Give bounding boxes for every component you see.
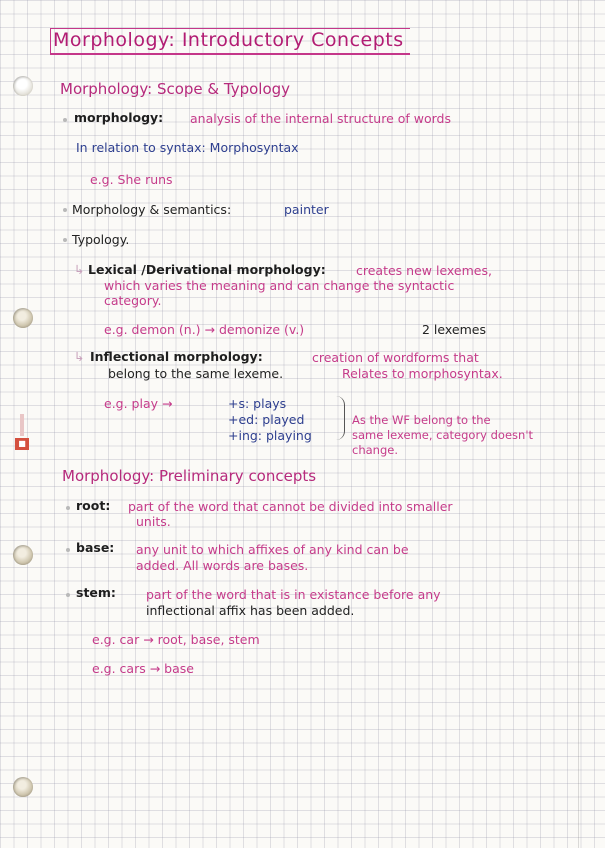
definition-inflectional-2: belong to the same lexeme. (108, 366, 284, 381)
binder-hole (13, 308, 33, 328)
definition-root-2: units. (136, 514, 171, 529)
relates-to-morphosyntax: Relates to morphosyntax. (342, 366, 503, 381)
bullet-dot (66, 548, 70, 552)
term-root: root: (76, 498, 111, 513)
definition-stem-1: part of the word that is in existance before any (146, 587, 441, 602)
term-stem: stem: (76, 585, 116, 600)
bullet-dot (63, 238, 67, 242)
definition-base-1: any unit to which affixes of any kind can be (136, 542, 409, 557)
morphology-semantics: Morphology & semantics: (72, 202, 232, 217)
bullet-dot (66, 593, 70, 597)
typology-label: Typology. (72, 232, 130, 247)
term-inflectional-morphology: Inflectional morphology: (90, 349, 263, 364)
definition-morphology: analysis of the internal structure of words (190, 111, 451, 126)
note-inflectional-1: As the WF belong to the (352, 413, 491, 427)
term-base: base: (76, 540, 115, 555)
definition-inflectional-1: creation of wordforms that (312, 350, 479, 365)
section-heading-scope-typology: Morphology: Scope & Typology (60, 80, 291, 98)
example-cars: e.g. cars → base (92, 661, 194, 676)
arrow-bullet: ↳ (74, 349, 85, 364)
binder-hole (13, 545, 33, 565)
form-playing: +ing: playing (228, 428, 312, 443)
bullet-dot (63, 118, 67, 122)
form-plays: +s: plays (228, 396, 287, 411)
definition-lexical-2: which varies the meaning and can change the syntactic (104, 278, 455, 293)
bullet-dot (66, 506, 70, 510)
note-inflectional-2: same lexeme, category doesn't (352, 428, 533, 442)
page-fold-line (578, 0, 579, 848)
note-inflectional-3: change. (352, 443, 398, 457)
section-heading-preliminary-concepts: Morphology: Preliminary concepts (62, 467, 317, 485)
definition-root-1: part of the word that cannot be divided into smaller (128, 499, 453, 514)
term-lexical-morphology: Lexical /Derivational morphology: (88, 262, 326, 277)
example-painter: painter (284, 202, 329, 217)
definition-lexical-1: creates new lexemes, (356, 263, 492, 278)
binder-hole (13, 76, 33, 96)
example-note-two-lexemes: 2 lexemes (422, 322, 486, 337)
definition-lexical-3: category. (104, 293, 162, 308)
example-syntax: e.g. She runs (90, 172, 173, 187)
example-demon-demonize: e.g. demon (n.) → demonize (v.) (104, 322, 305, 337)
form-played: +ed: played (228, 412, 305, 427)
page-title: Morphology: Introductory Concepts (50, 28, 410, 55)
definition-stem-2: inflectional affix has been added. (146, 603, 355, 618)
syntax-relation: In relation to syntax: Morphosyntax (76, 140, 299, 155)
curly-brace (336, 396, 345, 440)
example-play: e.g. play → (104, 396, 173, 411)
paper-brand-logo: ■ (14, 414, 30, 450)
term-morphology: morphology: (74, 110, 164, 125)
arrow-bullet: ↳ (74, 262, 85, 277)
binder-hole (13, 777, 33, 797)
bullet-dot (63, 208, 67, 212)
definition-base-2: added. All words are bases. (136, 558, 309, 573)
example-car: e.g. car → root, base, stem (92, 632, 260, 647)
